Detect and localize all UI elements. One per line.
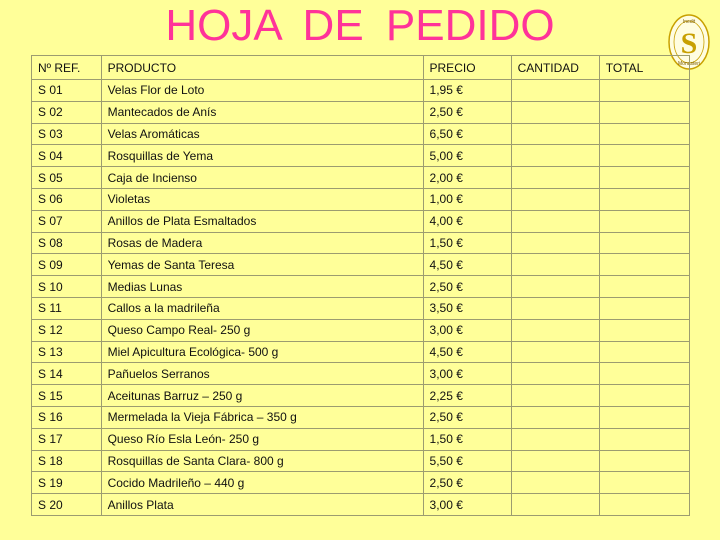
- total-cell: [599, 232, 689, 254]
- product-cell: Velas Aromáticas: [101, 123, 423, 145]
- table-row: [32, 210, 690, 232]
- quantity-cell[interactable]: [511, 188, 599, 210]
- ref-cell: S 04: [32, 145, 102, 167]
- table-row: [32, 428, 690, 450]
- table-row: [32, 101, 690, 123]
- price-cell: 2,50 €: [423, 472, 511, 494]
- table-row: [32, 232, 690, 254]
- column-header-product: PRODUCTO: [101, 56, 423, 80]
- svg-text:Inedit: Inedit: [682, 19, 696, 25]
- quantity-cell[interactable]: [511, 276, 599, 298]
- quantity-cell[interactable]: [511, 494, 599, 516]
- product-cell: Queso Campo Real- 250 g: [101, 319, 423, 341]
- quantity-cell[interactable]: [511, 123, 599, 145]
- ref-cell: S 19: [32, 472, 102, 494]
- table-row: [32, 385, 690, 407]
- ref-cell: S 02: [32, 101, 102, 123]
- price-cell: 2,50 €: [423, 101, 511, 123]
- order-table: [31, 55, 690, 516]
- quantity-cell[interactable]: [511, 297, 599, 319]
- total-cell: [599, 341, 689, 363]
- quantity-cell[interactable]: [511, 232, 599, 254]
- total-cell: [599, 188, 689, 210]
- quantity-cell[interactable]: [511, 341, 599, 363]
- ref-cell: S 09: [32, 254, 102, 276]
- table-row: [32, 341, 690, 363]
- product-cell: Cocido Madrileño – 440 g: [101, 472, 423, 494]
- total-cell: [599, 276, 689, 298]
- price-cell: 4,00 €: [423, 210, 511, 232]
- quantity-cell[interactable]: [511, 319, 599, 341]
- quantity-cell[interactable]: [511, 210, 599, 232]
- column-header-quantity: CANTIDAD: [511, 56, 599, 80]
- ref-cell: S 16: [32, 406, 102, 428]
- table-header-row: [32, 56, 690, 80]
- quantity-cell[interactable]: [511, 406, 599, 428]
- total-cell: [599, 319, 689, 341]
- total-cell: [599, 494, 689, 516]
- total-cell: [599, 450, 689, 472]
- product-cell: Pañuelos Serranos: [101, 363, 423, 385]
- quantity-cell[interactable]: [511, 80, 599, 102]
- quantity-cell[interactable]: [511, 385, 599, 407]
- price-cell: 5,50 €: [423, 450, 511, 472]
- price-cell: 2,50 €: [423, 406, 511, 428]
- total-cell: [599, 363, 689, 385]
- quantity-cell[interactable]: [511, 101, 599, 123]
- ref-cell: S 05: [32, 167, 102, 189]
- table-row: [32, 80, 690, 102]
- price-cell: 4,50 €: [423, 341, 511, 363]
- quantity-cell[interactable]: [511, 363, 599, 385]
- total-cell: [599, 210, 689, 232]
- price-cell: 5,00 €: [423, 145, 511, 167]
- ref-cell: S 20: [32, 494, 102, 516]
- product-cell: Anillos Plata: [101, 494, 423, 516]
- ref-cell: S 14: [32, 363, 102, 385]
- quantity-cell[interactable]: [511, 167, 599, 189]
- price-cell: 1,50 €: [423, 428, 511, 450]
- total-cell: [599, 385, 689, 407]
- quantity-cell[interactable]: [511, 254, 599, 276]
- product-cell: Yemas de Santa Teresa: [101, 254, 423, 276]
- total-cell: [599, 167, 689, 189]
- total-cell: [599, 101, 689, 123]
- quantity-cell[interactable]: [511, 145, 599, 167]
- table-row: [32, 450, 690, 472]
- ref-cell: S 11: [32, 297, 102, 319]
- product-cell: Queso Río Esla León- 250 g: [101, 428, 423, 450]
- page-title: HOJA DE PEDIDO: [165, 1, 555, 50]
- price-cell: 3,50 €: [423, 297, 511, 319]
- ref-cell: S 13: [32, 341, 102, 363]
- product-cell: Caja de Incienso: [101, 167, 423, 189]
- table-row: [32, 494, 690, 516]
- price-cell: 3,00 €: [423, 363, 511, 385]
- ref-cell: S 12: [32, 319, 102, 341]
- total-cell: [599, 428, 689, 450]
- table-row: [32, 123, 690, 145]
- total-cell: [599, 297, 689, 319]
- price-cell: 4,50 €: [423, 254, 511, 276]
- quantity-cell[interactable]: [511, 472, 599, 494]
- ref-cell: S 17: [32, 428, 102, 450]
- total-cell: [599, 406, 689, 428]
- price-cell: 3,00 €: [423, 494, 511, 516]
- table-row: [32, 472, 690, 494]
- ref-cell: S 06: [32, 188, 102, 210]
- price-cell: 1,00 €: [423, 188, 511, 210]
- table-row: [32, 276, 690, 298]
- ref-cell: S 01: [32, 80, 102, 102]
- ref-cell: S 08: [32, 232, 102, 254]
- column-header-price: PRECIO: [423, 56, 511, 80]
- table-row: [32, 145, 690, 167]
- svg-text:S: S: [680, 27, 698, 60]
- product-cell: Mantecados de Anís: [101, 101, 423, 123]
- table-row: [32, 188, 690, 210]
- total-cell: [599, 254, 689, 276]
- table-row: [32, 319, 690, 341]
- product-cell: Rosquillas de Santa Clara- 800 g: [101, 450, 423, 472]
- price-cell: 2,25 €: [423, 385, 511, 407]
- total-cell: [599, 123, 689, 145]
- table-row: [32, 254, 690, 276]
- product-cell: Rosas de Madera: [101, 232, 423, 254]
- product-cell: Callos a la madrileña: [101, 297, 423, 319]
- product-cell: Aceitunas Barruz – 250 g: [101, 385, 423, 407]
- ref-cell: S 10: [32, 276, 102, 298]
- total-cell: [599, 472, 689, 494]
- price-cell: 1,95 €: [423, 80, 511, 102]
- table-row: [32, 363, 690, 385]
- table-row: [32, 167, 690, 189]
- ref-cell: S 18: [32, 450, 102, 472]
- table-row: [32, 406, 690, 428]
- product-cell: Violetas: [101, 188, 423, 210]
- total-cell: [599, 145, 689, 167]
- quantity-cell[interactable]: [511, 428, 599, 450]
- column-header-total: TOTAL: [599, 56, 689, 80]
- product-cell: Anillos de Plata Esmaltados: [101, 210, 423, 232]
- price-cell: 2,00 €: [423, 167, 511, 189]
- price-cell: 2,50 €: [423, 276, 511, 298]
- total-cell: [599, 80, 689, 102]
- product-cell: Mermelada la Vieja Fábrica – 350 g: [101, 406, 423, 428]
- svg-text:Monasteri: Monasteri: [678, 61, 700, 67]
- table-row: [32, 297, 690, 319]
- ref-cell: S 03: [32, 123, 102, 145]
- product-cell: Miel Apicultura Ecológica- 500 g: [101, 341, 423, 363]
- price-cell: 3,00 €: [423, 319, 511, 341]
- column-header-ref: Nº REF.: [32, 56, 102, 80]
- product-cell: Rosquillas de Yema: [101, 145, 423, 167]
- price-cell: 1,50 €: [423, 232, 511, 254]
- product-cell: Velas Flor de Loto: [101, 80, 423, 102]
- quantity-cell[interactable]: [511, 450, 599, 472]
- ref-cell: S 15: [32, 385, 102, 407]
- ref-cell: S 07: [32, 210, 102, 232]
- product-cell: Medias Lunas: [101, 276, 423, 298]
- price-cell: 6,50 €: [423, 123, 511, 145]
